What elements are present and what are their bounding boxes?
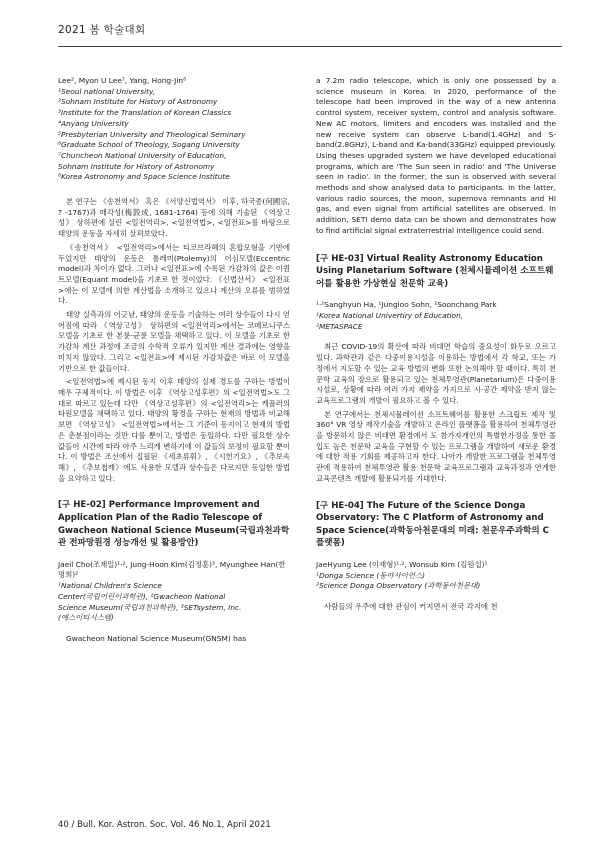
affiliation-line: ¹Seoul national University, — [58, 86, 156, 96]
affiliation-line: Science Museum(국립과천과학관), ³SETsystem, Inc. — [58, 602, 242, 612]
left-column — [58, 76, 290, 645]
he01-abstract — [58, 197, 290, 484]
he02-abstract-first-line: Gwacheon National Science Museum(GNSM) has — [66, 633, 247, 643]
affiliation-line: ¹National Children's Science — [58, 581, 162, 591]
he04-authors: JaeHyung Lee (이재형)¹·², Wonsub Kim (김원섭)¹ — [316, 559, 488, 569]
he02-abstract-continued — [316, 76, 556, 237]
he04-abstract-start — [316, 602, 556, 613]
he03-abstract — [316, 342, 556, 484]
he02-title: [구 HE-02] Performance Improvement and Application Plan of the Radio Telescope of Gwacheon National Science Museum(국립과천과학관 전파망원경 성능개선 및 활용방안) — [58, 500, 290, 549]
affiliation-line: ¹Donga Science (동아사이언스) — [316, 570, 426, 580]
he01-authors-tail: Lee², Myon U Lee⁷, Yang, Hong-Jin⁸ — [58, 76, 187, 85]
affiliation-line: ²Sohnam Institute for History of Astronomy — [58, 97, 218, 107]
paragraph: 태양 실측과의 어긋남, 태양의 운동을 기술하는 여러 상수들이 다시 얻어짐에 따라 《역상고성》 상하편의 <일전역리>에서는 코페르니쿠스 모델을 기초로 한 본륜-균륜 모델을 채택하고 있다. 이 모델을 기초로 한 가감차 계산 과정에 조금의 수학적 오류가 있지만 계산 결과에는 영향을 미치지 않았다. 그리고 <일전표>에 제시된 가감차값은 바로 이 모델을 기반으로 한 값들이다. — [58, 310, 290, 373]
he04-affiliations — [316, 571, 556, 592]
page-footer: 40 / Bull. Kor. Astron. Soc. Vol. 46 No.1, April 2021 — [58, 820, 271, 830]
he03-title: [구 HE-03] Virtual Reality Astronomy Education Using Planetarium Software (천체시뮬레이션 소프트웨어를 활용한 가상현실 천문학 교육) — [316, 253, 554, 289]
affiliation-line: (에스이티시스템) — [58, 613, 114, 623]
affiliation-line: Sohnam Institute for History of Astronomy — [58, 161, 215, 171]
header-rule — [58, 46, 562, 47]
running-header: 2021 봄 학술대회 — [58, 24, 146, 36]
affiliation-line: ⁶Graduate School of Theology, Sogang University — [58, 140, 240, 150]
paragraph: 《송천역서》 <일전역리>에서는 티코브라헤의 혼합모형을 기반에 두었지만 태양의 운동은 톨레미(Ptolemy)의 이심모델(Eccentric model)과 차이가 없다. 그러나 <일전표>에 수록된 가감차의 값은 이퀀트모델(Equant model)을 기초로 한 것이었다. 《신법산서》 <일전표>에는 이 모델에 의한 계산법을 소개하고 있으나 계산의 오류를 범하였다. — [58, 242, 290, 306]
affiliation-line: ⁴Anyang University — [58, 118, 129, 128]
he01-affiliations — [58, 87, 290, 183]
affiliation-line: ¹Korea National Univertiry of Education, — [316, 311, 464, 321]
he04-title: [구 HE-04] The Future of the Science Donga Observatory: The C Platform of Astronomy and Space Science(과학동아천문대의 미래: 천문우주과학의 C 플랫폼) — [316, 500, 549, 549]
he02-abstract-text: a 7.2m radio telescope, which is only one possessed by a science museum in Korea. In 2020, performance of the telescope had been improved in the way of a new antenna control system, receiver system, control and analysis software. New AC motors, limiters and encoders was installed and the new receive system can observe L-band(1.4GHz) and S-band(2.8GHz), L-band and Ka-band(33GHz) equipped previously. Using theses upgraded system we have developed educational programs, which are 'The Sun seen in radio' and 'The Universe seen in radio'. In the former, the sun is observed with several methods and show analysed data to participants. In the latter, various radio sources, the moon, supernova remnants and HI gas, and even signal from artificial satellites are observed. In addition, SETI demo data can be shown and demonstrates how to find artificial signal extraterrestrial intelligence could send. — [316, 76, 556, 235]
he03-authors: ¹·²Sanghyun Ha, ¹Jungioo Sohn, ²Soonchang Park — [316, 300, 497, 310]
he03-affiliations — [316, 311, 556, 332]
affiliation-line: ³Institute for the Translation of Korean Classics — [58, 108, 232, 118]
paragraph: 본 연구에서는 천체시뮬레이션 소프트웨어를 활용한 스크립트 제작 및 360° VR 영상 제작기술을 개발하고 온라인 플랫폼을 활용하여 천체투영관을 방문하지 않은 비대면 환경에서 도 참가자개인의 특별한가정을 통한 몰입도 높은 천문학 교육을 구현할 수 있는 프로그램을 개발하여 새로운 환경에 대한 적용 기회를 제공하고자 한다. 나아가 개발한 프로그램을 천체투영관에 적용하여 천체투영관 활용 천문학 교육프로그램과 교육과정과 연계한 교육콘텐츠 개발에 활용되기를 기대한다. — [316, 409, 556, 483]
affiliation-line: ⁵Presbyterian University and Theological Seminary — [58, 129, 246, 139]
right-column — [316, 76, 556, 616]
he04-abstract-first-line: 사람들의 우주에 대한 관심이 커지면서 전국 각지에 천 — [324, 602, 498, 612]
affiliation-line: ²Science Donga Observatory (과학동아천문대) — [316, 581, 481, 591]
affiliation-line: ⁷Chuncheon National University of Education, — [58, 150, 227, 160]
paragraph: <일전역법>에 제시된 동지 이후 태양의 실제 경도를 구하는 방법이 매우 구체적이다. 이 방법은 이후 《역상고성후편》의 <일전역법>도 그대로 따르고 있는데 다만 《역상고성후편》의 <일전역리>는 케플러의 타원모델을 채택하고 있다. 태양의 황경을 구하는 현재의 방법과 비교해보면 《역상고성》 <일전역법>에서는 그 기준이 동지이고 현재의 방법은 춘분점이라는 것만 다를 뿐이고, 방법은 동일하다. 다만 필요한 상수 값들이 시간에 따라 아주 느리게 변하기에 이 값들의 보정이 필요할 뿐이다. 이 방법은 조선에서 집필된 《세초류휘》, 《시헌기요》, 《추보속해》, 《추보첩례》에도 사용한 모델과 상수들은 다르지만 동일한 방법을 요약하고 있다. — [58, 377, 290, 483]
he02-affiliations — [58, 581, 290, 624]
he02-abstract-start — [58, 634, 290, 645]
he02-authors: Jaeil Cho(조재일)¹·², Jung-Hoon Kim(김정훈)³, Myunghee Han(한명희)² — [58, 559, 286, 580]
paragraph: 본 연구는 《송천역서》 혹은 《서양신법역서》 이후, 하국종(何國宗, ? -1767)과 매각성(梅瑴成, 1681-1764) 등에 의해 기술된 《역상고성》 상하편에 실린 <일전역리>, <일전역법>, <일전표>를 바탕으로 태양의 운동을 자세히 살펴보았다. — [58, 197, 290, 239]
affiliation-line: Center(국립어린이과학관), ²Gwacheon National — [58, 591, 226, 601]
affiliation-line: ⁸Korea Astronomy and Space Science Institute — [58, 172, 230, 182]
affiliation-line: ²METASPACE — [316, 321, 363, 331]
paragraph: 최근 COVID-19의 확산에 따라 비대면 학습의 중요성이 화두로 오르고 있다. 과학관과 같은 다중이용시설을 이용하는 방법에서 각 학교, 또는 가정에서 지도할 수 있는 교육 방법의 변화 또한 논의해야 할 때이다. 특히 천문학 교육의 장으로 활용되고 있는 천체투영관(Planetarium)은 다중이용시설로, 상황에 따라 여러 가지 제약을 가지므로 시·공간 제약을 받지 않는 교육프로그램의 개발이 필요하고 볼 수 있다. — [316, 342, 556, 405]
